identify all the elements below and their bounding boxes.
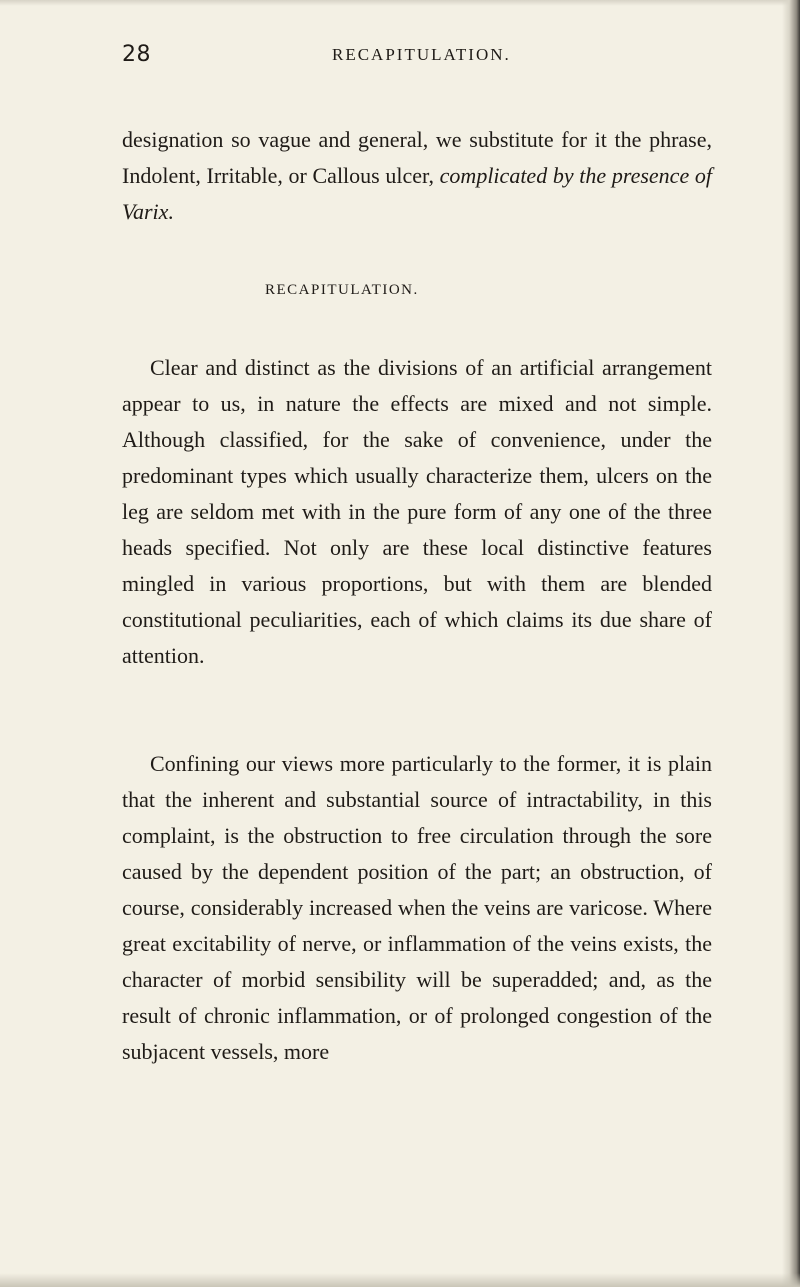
- paragraph-2: Confining our views more particularly to the former, it is plain that the inherent and substantial source of intractability, in this complaint, is the obstruction to free circulation through the sore caused by the dependent position of the part; an obstruction, of course, considerably increased when the veins are varicose. Where great excitability of nerve, or inflammation of the veins exists, the character of morbid sensibility will be superadded; and, as the result of chronic inflammation, or of prolonged congestion of the subjacent vessels, more: [122, 751, 712, 1064]
- page-bottom-edge: [0, 1273, 800, 1287]
- intro-text: designation so vague and general, we substitute for it the phrase, Indolent, Irritable, or Callous ulcer,: [122, 127, 712, 188]
- intro-italic-phrase: complicated by the presence of Varix.: [122, 163, 712, 224]
- running-head: RECAPITULATION.: [332, 45, 511, 64]
- intro-paragraph: [122, 122, 712, 230]
- page-binding-shadow: [782, 0, 800, 1287]
- paragraph-1: Clear and distinct as the divisions of an artificial arrangement appear to us, in nature the effects are mixed and not simple. Although classified, for the sake of convenience, under the predominant types which usually characterize them, ulcers on the leg are seldom met with in the pure form of any one of the three heads specified. Not only are these local distinctive features mingled in various proportions, but with them are blended constitutional peculiarities, each of which claims its due share of attention.: [122, 355, 712, 668]
- page-header: [122, 42, 712, 76]
- page-number: 28: [122, 42, 151, 67]
- page-top-edge: [0, 0, 800, 6]
- section-title: RECAPITULATION.: [265, 282, 419, 298]
